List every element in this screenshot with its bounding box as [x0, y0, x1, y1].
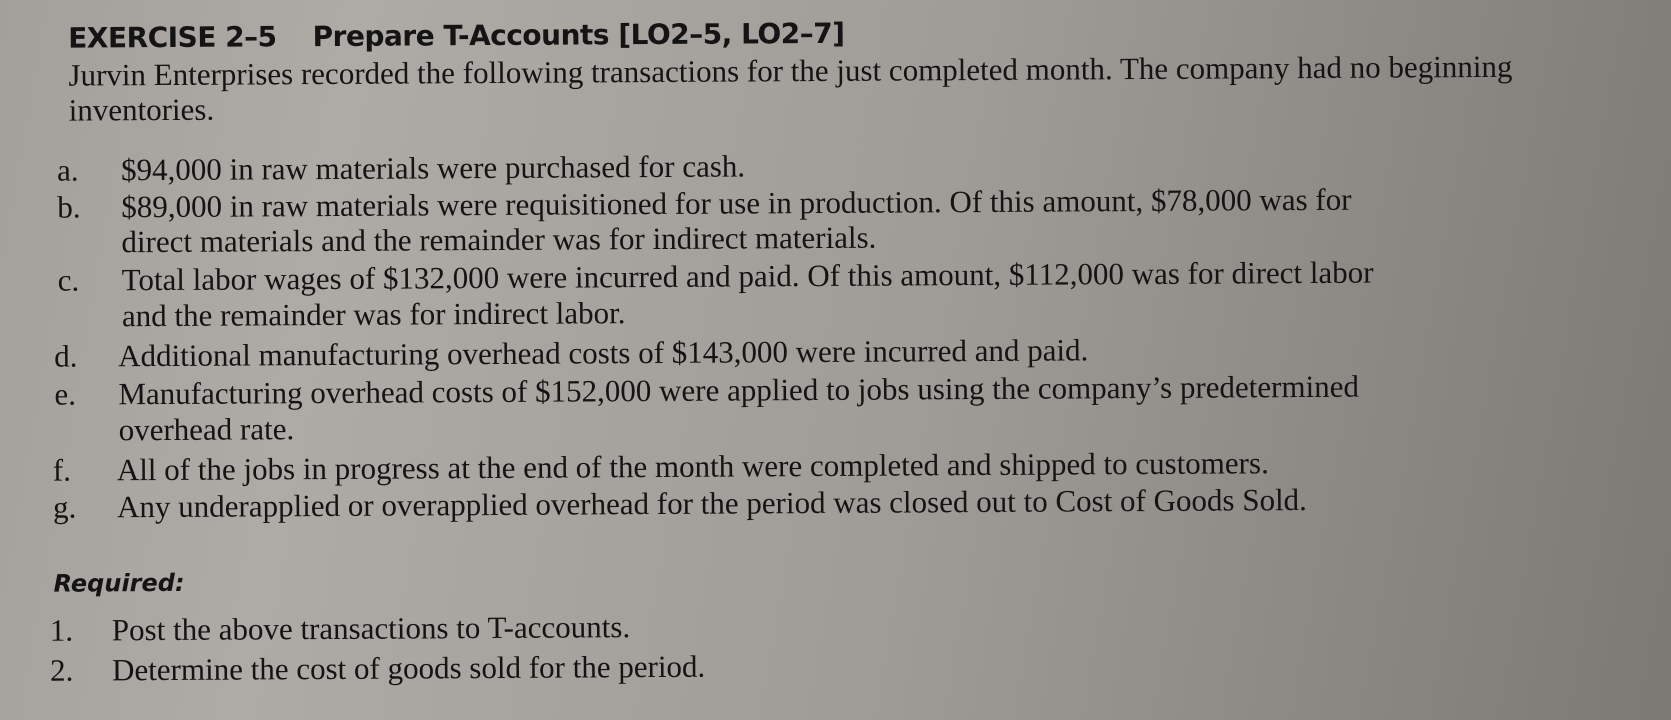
item-marker: f. [52, 452, 72, 488]
item-text: Determine the cost of goods sold for the period. [111, 648, 706, 688]
item-marker: e. [54, 376, 77, 412]
item-marker: a. [56, 152, 79, 188]
item-marker: b. [57, 189, 81, 225]
item-text: Any underapplied or overapplied overhead for the period was closed out to Cost of Goods Sold. [116, 482, 1307, 525]
item-text: Total labor wages of $132,000 were incurred and paid. Of this amount, $112,000 was for direct labor [121, 254, 1374, 298]
intro-paragraph: Jurvin Enterprises recorded the following transactions for the just completed month. The company had no beginning inventories. [68, 48, 1513, 128]
item-text: direct materials and the remainder was for indirect materials. [121, 219, 877, 260]
item-marker: 1. [49, 612, 74, 648]
required-heading: Required: [53, 568, 185, 598]
item-marker: d. [54, 338, 78, 374]
exercise-number: EXERCISE 2–5 [68, 20, 277, 55]
item-text: All of the jobs in progress at the end of the month were completed and shipped to customers. [116, 445, 1269, 488]
item-text: Post the above transactions to T-accounts. [111, 609, 631, 648]
item-marker: g. [52, 489, 77, 525]
item-marker: 2. [49, 652, 74, 688]
item-text: and the remainder was for indirect labor. [121, 295, 626, 334]
item-text: Additional manufacturing overhead costs of $143,000 were incurred and paid. [118, 332, 1089, 374]
item-text: Manufacturing overhead costs of $152,000 were applied to jobs using the company’s predetermined [118, 368, 1360, 412]
exercise-subtitle: Prepare T-Accounts [LO2–5, LO2–7] [312, 16, 845, 54]
item-marker: c. [57, 262, 80, 298]
exercise-title [68, 17, 844, 55]
item-text: $94,000 in raw materials were purchased for cash. [120, 148, 746, 188]
item-text: overhead rate. [118, 411, 295, 448]
item-text: $89,000 in raw materials were requisitioned for use in production. Of this amount, $78,000 was for [121, 181, 1352, 225]
